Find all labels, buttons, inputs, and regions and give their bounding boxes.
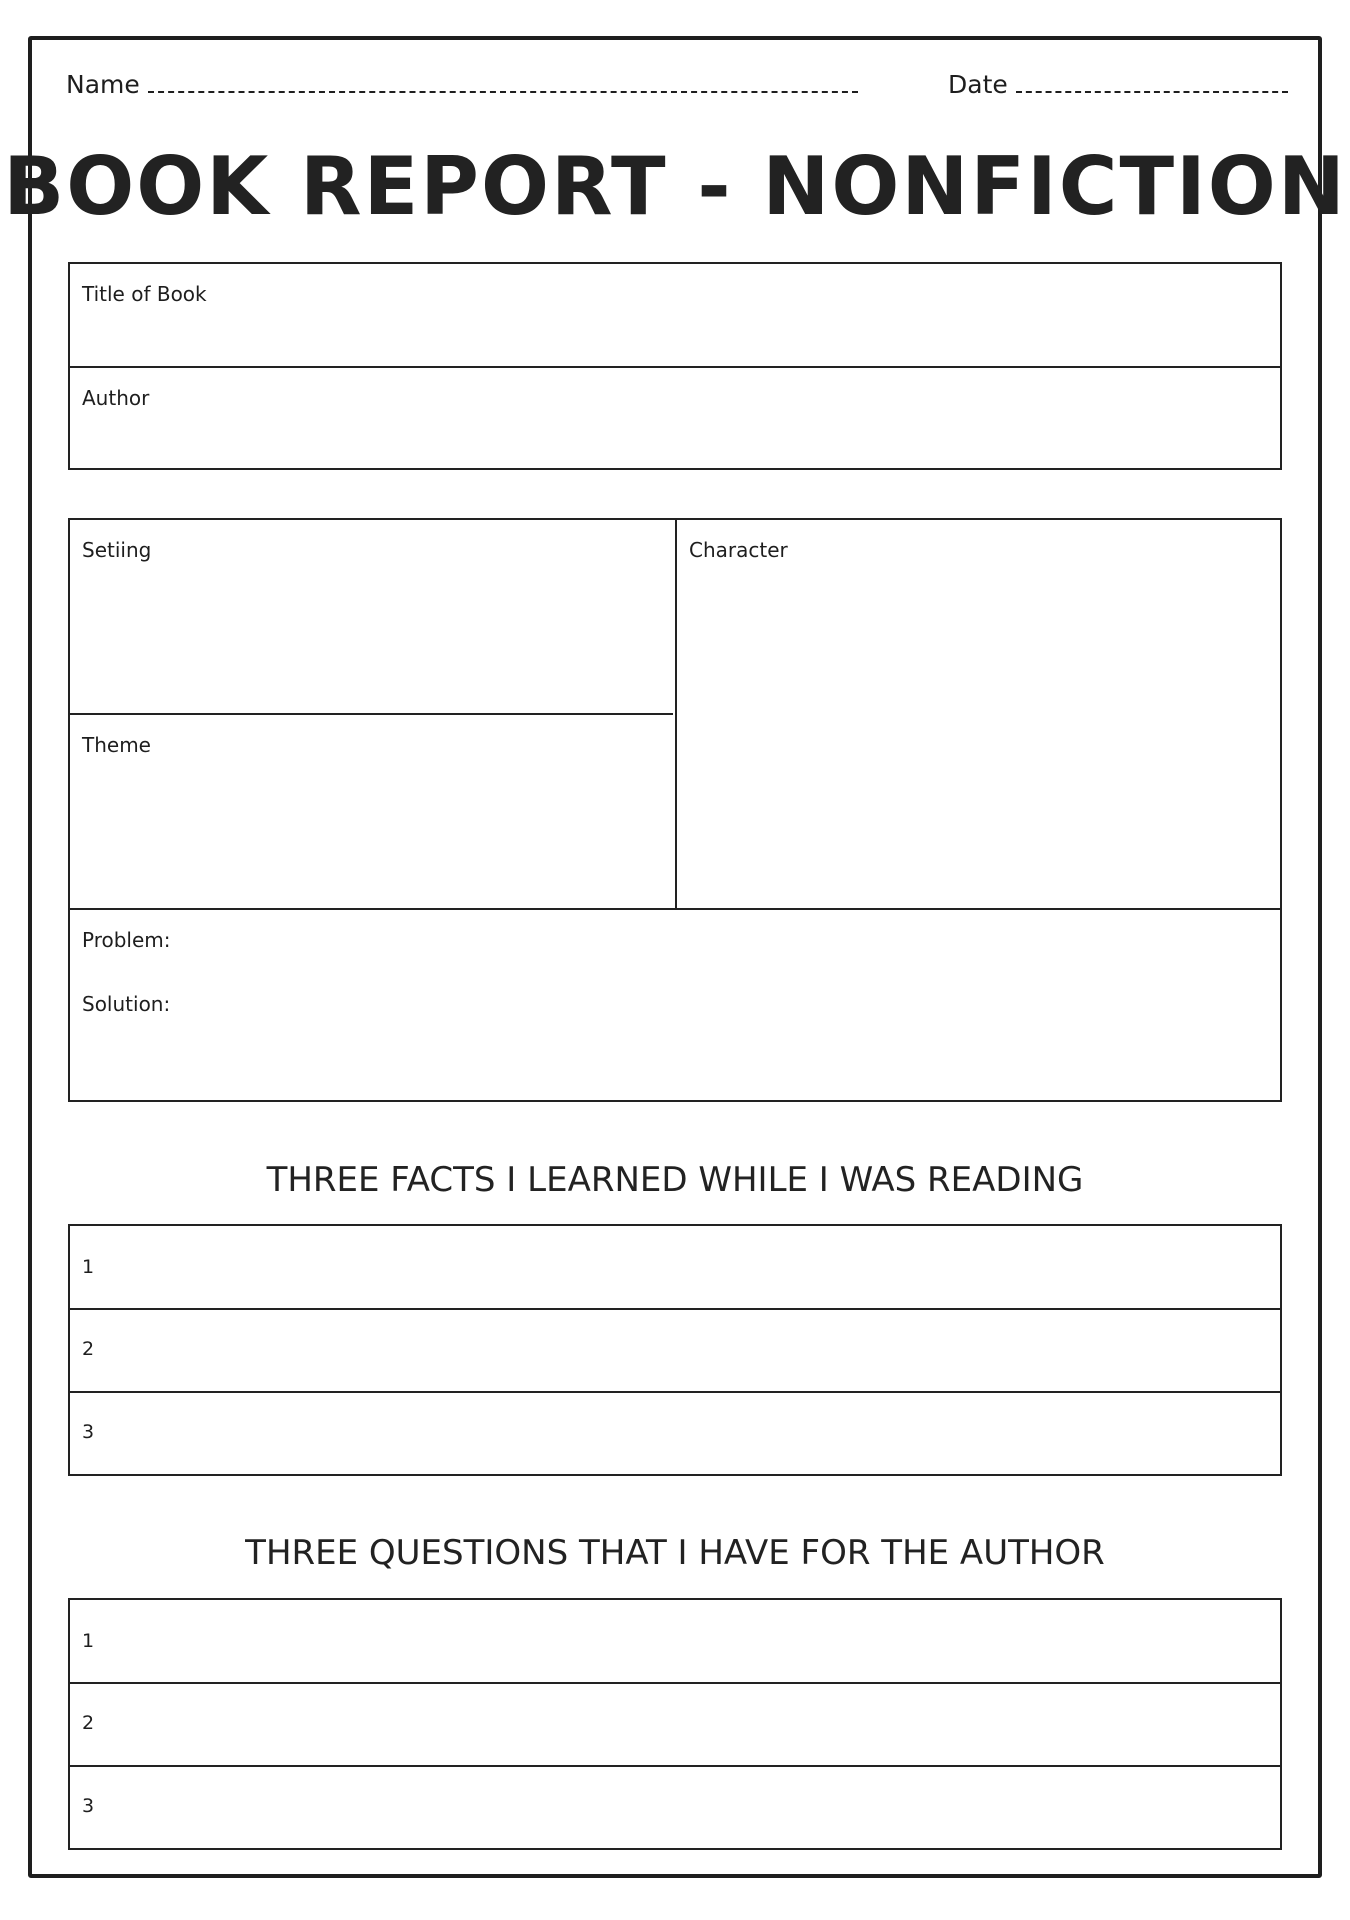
- question-row[interactable]: [70, 1767, 1280, 1850]
- name-row: [66, 70, 858, 99]
- problem-solution-cell[interactable]: [70, 910, 1280, 1102]
- row-number: 3: [82, 1421, 95, 1443]
- facts-heading: THREE FACTS I LEARNED WHILE I WAS READING: [266, 1160, 1084, 1200]
- theme-label: Theme: [82, 733, 151, 757]
- author-label: Author: [82, 386, 150, 410]
- theme-cell[interactable]: [70, 715, 675, 908]
- row-number: 3: [82, 1795, 95, 1817]
- page-title: BOOK REPORT - NONFICTION: [3, 140, 1347, 233]
- row-number: 2: [82, 1338, 95, 1360]
- title-of-book-cell[interactable]: [70, 264, 1280, 366]
- character-cell[interactable]: [677, 520, 1282, 908]
- row-number: 1: [82, 1256, 95, 1278]
- date-row: [948, 70, 1288, 99]
- fact-row[interactable]: [70, 1310, 1280, 1391]
- character-label: Character: [689, 538, 788, 562]
- name-line[interactable]: [148, 71, 858, 93]
- row-number: 2: [82, 1712, 95, 1734]
- problem-label: Problem:: [82, 928, 171, 952]
- book-info-box: [68, 262, 1282, 470]
- question-row[interactable]: [70, 1600, 1280, 1682]
- questions-table: [68, 1598, 1282, 1850]
- questions-heading: THREE QUESTIONS THAT I HAVE FOR THE AUTHOR: [245, 1533, 1105, 1573]
- setting-label: Setiing: [82, 538, 152, 562]
- story-elements-box: [68, 518, 1282, 1102]
- author-cell[interactable]: [70, 368, 1280, 470]
- question-row[interactable]: [70, 1684, 1280, 1765]
- date-label: Date: [948, 70, 1008, 99]
- solution-label: Solution:: [82, 992, 171, 1016]
- date-line[interactable]: [1016, 71, 1288, 93]
- fact-row[interactable]: [70, 1226, 1280, 1308]
- row-number: 1: [82, 1630, 95, 1652]
- fact-row[interactable]: [70, 1393, 1280, 1476]
- facts-table: [68, 1224, 1282, 1476]
- title-of-book-label: Title of Book: [82, 282, 207, 306]
- setting-cell[interactable]: [70, 520, 675, 713]
- name-label: Name: [66, 70, 140, 99]
